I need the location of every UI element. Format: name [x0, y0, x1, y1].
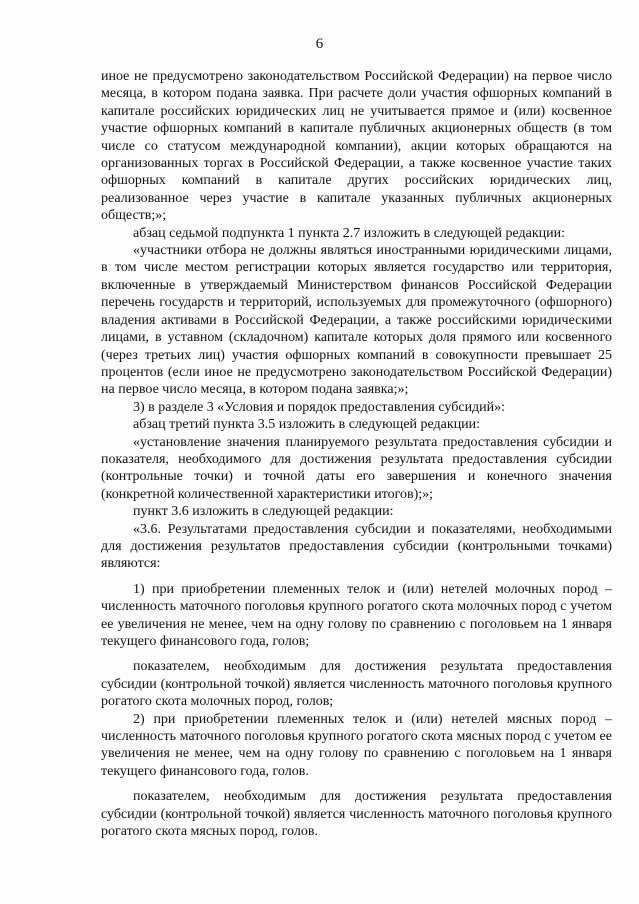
paragraph-quoted-participants: «участники отбора не должны являться иностранными юридическими лицами, в том числе местом регистрации которых является государство или территория, включенные в утверждаемый Министерством финансов Российской Федерации перечень государств и территорий, используемых для промежуточного (офшорного) владения активами в Российской Федерации, а также российскими юридическими лицами, в уставном (складочном) капитале которых доля прямого или косвенного (через третьих лиц) участия офшорных компаний в совокупности превышает 25 процентов (если иное не предусмотрено законодательством Российской Федерации) на первое число месяца, в котором подана заявка;»; [101, 243, 612, 398]
paragraph-amendment-2-7: абзац седьмой подпункта 1 пункта 2.7 изложить в следующей редакции: [133, 225, 566, 241]
page-number: 6 [315, 36, 324, 52]
paragraph-quoted-result-value: «установление значения планируемого результата предоставления субсидии и показателя, необходимого для достижения результата предоставления субсидии (контрольные точки) и точной даты его завершения и конечного значения (конкретной количественной характеристики итогов);»; [101, 434, 612, 502]
paragraph-indicator-beef: показателем, необходимым для достижения результата предоставления субсидии (контрольной точкой) является численность маточного поголовья крупного рогатого скота мясных пород, голов. [101, 789, 612, 840]
paragraph-quoted-3-6: «3.6. Результатами предоставления субсидии и показателями, необходимыми для достижения результатов предоставления субсидии (контрольными точками) являются: [101, 521, 612, 572]
paragraph-continuation: иное не предусмотрено законодательством Российской Федерации) на первое число месяца, в котором подана заявка. При расчете доли участия офшорных компаний в капитале российских юридических лиц не учитывается прямое и (или) косвенное участие офшорных компаний в капитале публичных акционерных обществ (в том числе со статусом международной компании), акции которых обращаются на организованных торгах в Российской Федерации, а также косвенное участие таких офшорных компаний в капитале других российских юридических лиц, реализованное через участие в капитале указанных публичных акционерных обществ;»; [101, 69, 612, 224]
paragraph-amendment-3-5: абзац третий пункта 3.5 изложить в следующей редакции: [133, 417, 481, 433]
paragraph-indicator-dairy: показателем, необходимым для достижения результата предоставления субсидии (контрольной точкой) является численность маточного поголовья крупного рогатого скота молочных пород, голов; [101, 659, 612, 710]
document-body [101, 68, 612, 840]
paragraph-item-1-dairy: 1) при приобретении племенных телок и (или) нетелей молочных пород – численность маточного поголовья крупного рогатого скота молочных пород с учетом ее увеличения не менее, чем на одну голову по сравнению с поголовьем на 1 января текущего финансового года, голов; [101, 581, 612, 649]
paragraph-amendment-3-6: пункт 3.6 изложить в следующей редакции: [133, 504, 394, 520]
paragraph-section-3: 3) в разделе 3 «Условия и порядок предоставления субсидий»: [133, 399, 506, 415]
paragraph-item-2-beef: 2) при приобретении племенных телок и (или) нетелей мясных пород – численность маточного поголовья крупного рогатого скота мясных пород с учетом ее увеличения не менее, чем на одну голову по сравнению с поголовьем на 1 января текущего финансового года, голов. [101, 711, 612, 779]
